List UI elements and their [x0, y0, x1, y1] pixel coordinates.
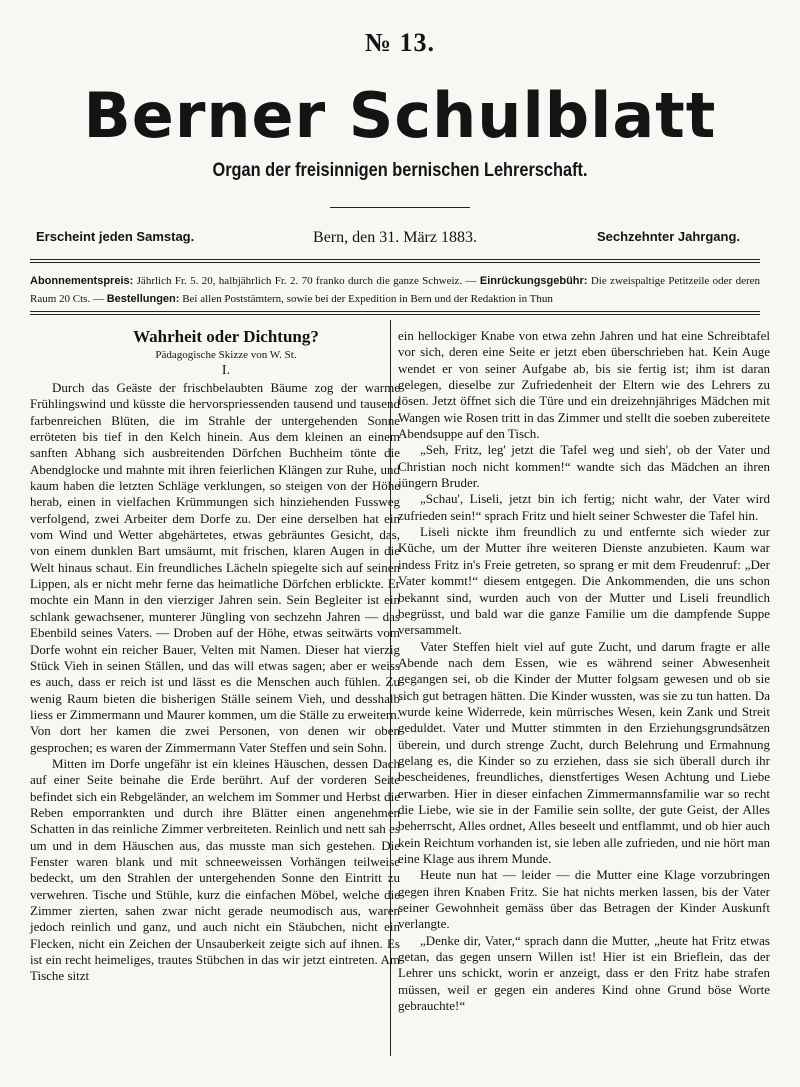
article-paragraph: Vater Steffen hielt viel auf gute Zucht, und darum fragte er alle Abende nach dem Essen, wie es während seiner Abwesenheit gegangen sei, ob die Kinder der Mutter folgsam gewesen und ob sie sich gut betragen hätten. Die Kinder wussten, was sie zu tun hatten. Da wurde keine Widerrede, kein mürrisches Wesen, kein Zank und Streit geduldet. Vater und Mutter stimmten in den Erziehungsgrundsätzen überein, und durch strenge Zucht, durch Belehrung und Ermahnung gelang es, die Kinder so zu erziehen, dass sie sich überall durch ihr bescheidenes, freundliches, dienstfertiges Wesen Achtung und Liebe erwarben. Hier in dieser einfachen Zimmermannsfamilie war so recht die Liebe, wie sie in der Familie sein sollte, der gute Geist, der Alles beherrscht, Alles ordnet, Alles beseelt und entflammt, und ob hier auch kein Reichtum vorhanden ist, sie leben alle zufrieden, und nie hört man eine Klage aus ihrem Munde. — [398, 638, 770, 866]
article-paragraph: Mitten im Dorfe ungefähr ist ein kleines Häuschen, dessen Dach auf einer Seite beinahe die Erde berührt. Auf der vorderen Seite befindet sich ein Rebgeländer, an welchem im Sommer und Herbst die Reben emporrankten und durch ihre Blätter einen angenehmen Schatten in das reinliche Zimmer verbreiteten. Reinlich und nett sah es um und in dem Häuschen aus, das musste man sich gestehen. Die Fenster waren blank und mit schneeweissen Vorhängen teilweise bedeckt, um den Strahlen der untergehenden Sonne den Eintritt zu verwehren. Tische und Stühle, kurz die einfachen Möbel, welche die Zimmer zierten, sahen zwar nicht gerade neumodisch aus, waren jedoch reinlich und ganz, und auch nicht ein Stäubchen, nicht ein Flecken, nicht ein Zeichen der Unsauberkeit zeigte sich auf ihnen. Es ist ein recht heimeliges, trautes Stübchen in das wir jetzt eintreten. Am Tische sitzt — [30, 755, 400, 984]
orders-label: Bestellungen: — [106, 293, 180, 305]
advert-fee-text: Die zweispaltige Petitzeile oder deren Raum 20 Cts. — — [30, 275, 760, 305]
notice-rule-thin — [30, 314, 760, 315]
article-paragraph: ein hellockiger Knabe von etwa zehn Jahren und hat eine Schreibtafel vor sich, deren eine Seite er jetzt eben überschrieben hat. Kein Auge wendet er von seiner Aufgabe ab, bis sie fertig ist; ihm ist daran gelegen, dieselbe zur Zufriedenheit der Eltern wie des Lehrers zu lösen. Jetzt öffnet sich die Türe und ein dreizehnjähriges Mädchen mit Wangen wie Rosen tritt in das Zimmer und stellt die soeben zubereitete Abendsuppe auf den Tisch. — [398, 328, 770, 442]
top-rule — [30, 259, 760, 260]
article-column-right — [398, 328, 770, 1014]
subscription-text: Jährlich Fr. 5. 20, halbjährlich Fr. 2. 70 franko durch die ganze Schweiz. — — [133, 275, 480, 287]
article-paragraph: Heute nun hat — leider — die Mutter eine Klage vorzubringen gegen ihren Knaben Fritz. Sie hat nichts merken lassen, bis der Vater seiner Gewohnheit gemäss über das Betragen der Kinder Auskunft verlangte. — [398, 867, 770, 932]
top-rule-thin — [30, 262, 760, 263]
subscription-notice — [30, 272, 760, 308]
masthead-subtitle: Organ der freisinnigen bernischen Lehrerschaft. — [212, 160, 588, 181]
masthead-title: Berner Schulblatt — [83, 79, 717, 152]
volume-label: Sechzehnter Jahrgang. — [596, 229, 740, 244]
masthead-divider — [330, 207, 470, 208]
article-paragraph: „Seh, Fritz, leg' jetzt die Tafel weg und sieh', ob der Vater und Christian noch nicht kommen!“ wandte sich das Mädchen an ihren jüngern Bruder. — [398, 442, 770, 491]
article-paragraph: „Schau', Liseli, jetzt bin ich fertig; nicht wahr, der Vater wird zufrieden sein!“ sprach Fritz und hielt seiner Schwester die Tafel hin. — [398, 491, 770, 523]
article-paragraph: „Denke dir, Vater,“ sprach dann die Mutter, „heute hat Fritz etwas getan, das gegen unsern Willen ist! Hier ist ein Brieflein, das der Lehrer uns schickt, worin er anzeigt, dass er den Fritz habe strafen müssen, weil er gegen ein anderes Kind ohne Grund böse Worte gebrauchte!“ — [398, 932, 770, 1014]
article-subtitle: Pädagogische Skizze von W. St. — [155, 349, 297, 361]
issue-number: № 13. — [364, 28, 436, 57]
dateline: Bern, den 31. März 1883. — [313, 229, 477, 246]
article-paragraph: Liseli nickte ihm freundlich zu und entfernte sich wieder zur Küche, um der Mutter ihre weiteren Dienste anzubieten. Kaum war indess Fritz in's Freie getreten, so sprang er mit dem Freudenruf: „Der Vater kommt!“ diesem entgegen. Die Ankommenden, die uns schon bekannt sind, wurden auch von der Mutter und Liseli freundlich begrüsst, und bald war die ganze Familie um die dampfende Suppe versammelt. — [398, 524, 770, 638]
article-title: Wahrheit oder Dichtung? — [133, 327, 319, 346]
article-column-left — [30, 326, 400, 985]
notice-rule — [30, 311, 760, 312]
publication-frequency: Erscheint jeden Samstag. — [36, 229, 195, 244]
article-paragraph: Durch das Geäste der frischbelaubten Bäume zog der warme Frühlingswind und küsste die hervorspriessenden tausend und tausend farbenreichen Blüten, die im Strahle der untergehenden Sonne erröteten bis tief in den Kelch hinein. Aus dem kleinen an einem sanften Abhang sich ausbreitenden Dörfchen Buchheim tönte die Abendglocke und mahnte mit ihren feierlichen Klängen zur Ruhe, und kaum haben die letzten Schläge verklungen, so steigen von der Höhe herab, einen in vielfachen Krümmungen sich hinziehenden Fussweg verfolgend, zwei Arbeiter dem Dorfe zu. Der eine derselben hat ein vom Wind und Wetter abgehärtetes, etwas gebräuntes Gesicht, das, von einem dunklen Bart umsäumt, mit frischen, klaren Augen in die Welt hinaus schaut. Ein freundliches Lächeln spiegelte sich auf seinen Lippen, als er nicht mehr ferne das heimatliche Dörfchen erblickte. Er mochte ein Mann in den vierziger Jahren sein. Sein Begleiter ist ein schlank gewachsener, munterer Jüngling von sechzehn Jahren — das Ebenbild seines Vaters. — Droben auf der Höhe, etwas seitwärts vom Dorfe wohnt ein reicher Bauer, Velten mit Namen. Dieser hat vierzig Stück Vieh in seinen Ställen, und das will etwas sagen; aber er weiss es auch, dass er reich ist und lässt es die Menschen auch fühlen. Zu wenig Raum bieten die bisherigen Ställe seinem Vieh, und desshalb liess er Zimmermann und Maurer kommen, um die Ställe zu erweitern. Von dort her kamen die zwei Personen, von denen wir oben gesprochen; es waren der Zimmermann Vater Steffen und sein Sohn. — [30, 380, 400, 755]
orders-text: Bei allen Poststämtern, sowie bei der Expedition in Bern und der Redaktion in Thun — [179, 293, 553, 305]
advert-fee-label: Einrückungsgebühr: — [479, 275, 588, 287]
subscription-label: Abonnementspreis: — [30, 275, 134, 287]
article-section-number: I. — [221, 363, 231, 378]
